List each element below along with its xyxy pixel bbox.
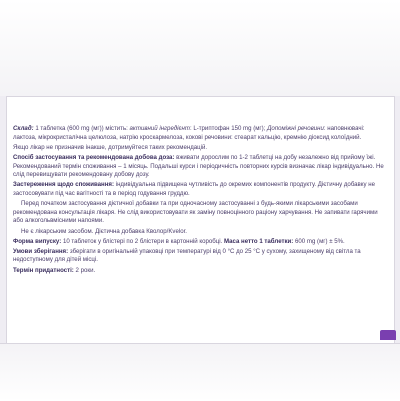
- package-right-edge: [394, 96, 400, 344]
- package-top-flap: [0, 0, 400, 97]
- note-line: Якщо лікар не призначив інакше, дотримуйтеся таких рекомендацій.: [13, 143, 208, 151]
- label-text-block: [13, 125, 388, 277]
- mass-text: 600 mg (мг) ± 5%.: [293, 237, 345, 245]
- form-paragraph: [13, 238, 388, 247]
- form-text: 10 таблеток у блістері по 2 блістери в картонній коробці.: [61, 237, 224, 245]
- package-bottom-flap: [0, 343, 400, 401]
- usage-label: Спосіб застосування та рекомендована добова доза:: [13, 153, 175, 161]
- auxiliary-label: Допоміжні речовини: [267, 125, 324, 132]
- shelf-life-text: 2 роки.: [73, 266, 96, 274]
- storage-text: зберігати в оригінальній упаковці при температурі від 0 °C до 25 °C у сухому, захищеному від світла та недоступному для дітей місці.: [13, 247, 361, 264]
- mass-label: Маса нетто 1 таблетки:: [223, 237, 294, 245]
- composition-text-2: : L-триптофан 150 mg (мг);: [189, 125, 268, 132]
- composition-text-3: : наповнювачі: лактоза, мікрокристалічна целюлоза, натрію кроскармелоза, кокові речовини: стеарат кальцію, кремнію діоксид колоїдний.: [13, 125, 365, 141]
- form-label: Форма випуску:: [13, 237, 62, 245]
- warnings-label: Застереження щодо споживання:: [13, 181, 115, 189]
- usage-text: вживати дорослим по 1-2 таблетці на добу незалежно від прийому їжі. Рекомендований термін споживання – 1 місяць. Подальші курси і періодичність повторних курсів визначає лікар індивідуально. Не слід перевищувати рекомендовану добову дозу.: [13, 153, 384, 179]
- not-drug-line: Не є лікарським засобом. Дієтична добавка Кволор/Kvelor.: [21, 227, 187, 235]
- consult-paragraph: Перед початком застосування дієтичної добавки та при одночасному застосуванні з будь-якими лікарськими засобами рекомендована консультація лікаря. Не слід використовувати як заміну повноцінного раціону харчування. Не запивати гарячими або алкогольвмісними напоями.: [13, 200, 378, 225]
- purple-accent-strip: [380, 330, 396, 340]
- composition-label: Склад:: [13, 125, 34, 132]
- composition-paragraph: [13, 125, 388, 142]
- shelf-life-paragraph: [13, 267, 388, 276]
- shelf-life-label: Термін придатності:: [13, 266, 74, 274]
- storage-paragraph: [13, 248, 388, 265]
- warnings-text: індивідуальна підвищена чутливість до окремих компонентів продукту. Дієтичну добавку не застосовувати під час вагітності та в період годування груддю.: [13, 181, 376, 197]
- package-left-edge: [0, 96, 7, 344]
- warnings-paragraph: [13, 181, 388, 198]
- storage-label: Умови зберігання:: [13, 247, 69, 255]
- usage-paragraph: [13, 154, 388, 180]
- active-ingredient-label: активний інгредієнт: [129, 125, 190, 132]
- composition-text-1: 1 таблетка (600 mg (мг)) містить:: [33, 125, 130, 132]
